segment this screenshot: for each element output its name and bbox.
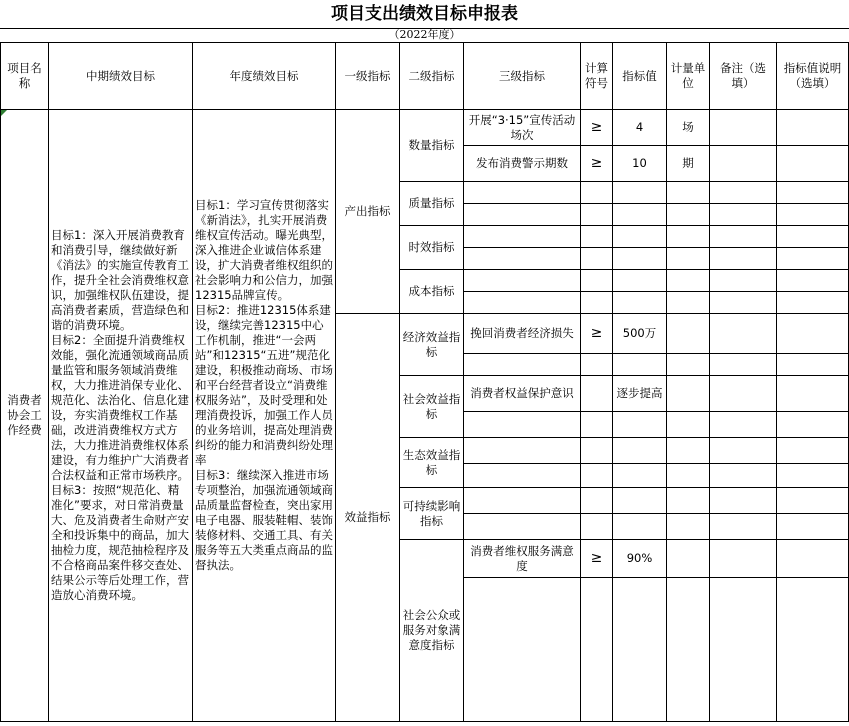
empty-cell — [710, 204, 777, 226]
empty-cell — [667, 226, 710, 248]
e1-note — [710, 314, 777, 354]
empty-cell — [777, 292, 849, 314]
project-name-cell: 消费者协会工作经费 — [1, 110, 49, 722]
q1-symbol: ≥ — [581, 110, 613, 146]
empty-cell — [777, 438, 849, 464]
mid-term-goal-text: 目标1：深入开展消费教育和消费引导，继续做好新《消法》的实施宣传教育工作，提升全社会消费维权意识，加强维权队伍建设，提高消费者素质，营造绿色和谐的消费环境。 目标2：全面提升消费维权效能，强化流通领域商品质量监管和服务领域消费维权，大力推进消保专业化、规范化、法治化、信息化建设，夯实消费维权工作基础，改进消费维权方式方法，大力推进消费维权体系建设，有力维护广大消费者合法权益和正常市场秩序。 目标3：按照“规范化、精准化”要求，对日常消费量大、危及消费者生命财产安全和投诉集中的商品，加大抽检力度，规范抽检程序及不合格商品案件移交查处、结果公示等后处理工作，营造放心消费环境。 — [51, 228, 189, 602]
empty-cell — [464, 412, 581, 438]
level1-output: 产出指标 — [336, 110, 400, 314]
q2-desc — [777, 146, 849, 182]
empty-cell — [464, 226, 581, 248]
e1-name: 挽回消费者经济损失 — [464, 314, 581, 354]
level2-satisfaction: 社会公众或服务对象满意度指标 — [400, 540, 464, 722]
m1-note — [710, 540, 777, 578]
empty-cell — [710, 438, 777, 464]
empty-cell — [581, 412, 613, 438]
empty-cell — [581, 438, 613, 464]
q1-unit: 场 — [667, 110, 710, 146]
empty-cell — [667, 464, 710, 488]
empty-cell — [581, 292, 613, 314]
level2-quality: 质量指标 — [400, 182, 464, 226]
header-level3: 三级指标 — [464, 43, 581, 110]
level1-benefit: 效益指标 — [336, 314, 400, 722]
e1-desc — [777, 314, 849, 354]
level2-social: 社会效益指标 — [400, 376, 464, 438]
empty-cell — [777, 204, 849, 226]
empty-cell — [581, 354, 613, 376]
empty-cell — [710, 292, 777, 314]
empty-cell — [710, 354, 777, 376]
s1-note — [710, 376, 777, 412]
q1-value: 4 — [613, 110, 667, 146]
empty-cell — [613, 464, 667, 488]
empty-cell — [581, 182, 613, 204]
s1-name: 消费者权益保护意识 — [464, 376, 581, 412]
empty-cell — [581, 464, 613, 488]
level2-cost: 成本指标 — [400, 270, 464, 314]
table-row — [1, 110, 849, 146]
empty-cell — [777, 182, 849, 204]
empty-cell — [581, 514, 613, 540]
header-value-desc: 指标值说明（选填） — [777, 43, 849, 110]
m1-unit — [667, 540, 710, 578]
q1-note — [710, 110, 777, 146]
level2-quantity: 数量指标 — [400, 110, 464, 182]
q1-desc — [777, 110, 849, 146]
empty-cell — [710, 464, 777, 488]
empty-cell — [613, 248, 667, 270]
empty-cell — [464, 464, 581, 488]
empty-cell — [710, 270, 777, 292]
empty-cell — [667, 292, 710, 314]
level2-timeliness: 时效指标 — [400, 226, 464, 270]
header-level1: 一级指标 — [336, 43, 400, 110]
empty-cell — [667, 438, 710, 464]
empty-cell — [464, 354, 581, 376]
empty-cell — [710, 578, 777, 722]
header-note: 备注（选填） — [710, 43, 777, 110]
m1-name: 消费者维权服务满意度 — [464, 540, 581, 578]
empty-cell — [710, 248, 777, 270]
empty-cell — [613, 226, 667, 248]
annual-goal-text: 目标1：学习宣传贯彻落实《新消法》，扎实开展消费维权宣传活动。曝光典型，深入推进企业诚信体系建设，扩大消费者维权组织的社会影响力和公信力，加强12315品牌宣传。 目标2：推进12315体系建设，继续完善12315中心工作机制，推进“一会两站”和12315“五进”规范化建设，积极推动商场、市场和平台经营者设立“消费维权服务站”，及时受理和处理消费投诉，加强工作人员的业务培训，提高处理消费纠纷的能力和消费纠纷处理率 目标3：继续深入推进市场专项整治，加强流通领域商品质量监督检查，突出家用电子电器、服装鞋帽、装饰装修材料、交通工具、有关服务等五大类重点商品的监督执法。 — [195, 198, 333, 572]
empty-cell — [777, 514, 849, 540]
empty-cell — [777, 226, 849, 248]
empty-cell — [613, 412, 667, 438]
empty-cell — [667, 354, 710, 376]
empty-cell — [613, 292, 667, 314]
q2-symbol: ≥ — [581, 146, 613, 182]
empty-cell — [464, 248, 581, 270]
empty-cell — [667, 488, 710, 514]
e1-value: 500万 — [613, 314, 667, 354]
empty-cell — [667, 204, 710, 226]
header-annual: 年度绩效目标 — [193, 43, 336, 110]
empty-cell — [667, 270, 710, 292]
empty-cell — [464, 488, 581, 514]
empty-cell — [581, 226, 613, 248]
empty-cell — [581, 488, 613, 514]
empty-cell — [464, 270, 581, 292]
empty-cell — [777, 488, 849, 514]
empty-cell — [464, 182, 581, 204]
empty-cell — [710, 514, 777, 540]
empty-cell — [710, 226, 777, 248]
empty-cell — [667, 182, 710, 204]
mid-term-goal-cell — [49, 110, 193, 722]
empty-cell — [777, 270, 849, 292]
empty-cell — [777, 412, 849, 438]
performance-table — [0, 42, 849, 722]
empty-cell — [710, 488, 777, 514]
empty-cell — [613, 514, 667, 540]
empty-cell — [581, 248, 613, 270]
empty-cell — [464, 514, 581, 540]
q2-name: 发布消费警示期数 — [464, 146, 581, 182]
q2-value: 10 — [613, 146, 667, 182]
form-subtitle: （2022年度） — [388, 28, 461, 41]
header-symbol: 计算符号 — [581, 43, 613, 110]
empty-cell — [667, 412, 710, 438]
empty-cell — [613, 204, 667, 226]
empty-cell — [613, 438, 667, 464]
m1-value: 90% — [613, 540, 667, 578]
level2-economic: 经济效益指标 — [400, 314, 464, 376]
empty-cell — [613, 182, 667, 204]
empty-cell — [777, 578, 849, 722]
empty-cell — [464, 578, 581, 722]
empty-cell — [667, 514, 710, 540]
empty-cell — [464, 438, 581, 464]
empty-cell — [581, 270, 613, 292]
form-title: 项目支出绩效目标申报表 — [0, 0, 849, 29]
s1-symbol — [581, 376, 613, 412]
header-value: 指标值 — [613, 43, 667, 110]
empty-cell — [777, 248, 849, 270]
annual-goal-cell — [193, 110, 336, 722]
s1-value: 逐步提高 — [613, 376, 667, 412]
q1-name: 开展“3·15”宣传活动场次 — [464, 110, 581, 146]
s1-desc — [777, 376, 849, 412]
empty-cell — [464, 204, 581, 226]
e1-unit — [667, 314, 710, 354]
level2-ecological: 生态效益指标 — [400, 438, 464, 488]
q2-unit: 期 — [667, 146, 710, 182]
empty-cell — [613, 270, 667, 292]
empty-cell — [777, 464, 849, 488]
m1-symbol: ≥ — [581, 540, 613, 578]
q2-note — [710, 146, 777, 182]
level2-sustainable: 可持续影响指标 — [400, 488, 464, 540]
empty-cell — [581, 204, 613, 226]
header-project-name: 项目名称 — [1, 43, 49, 110]
m1-desc — [777, 540, 849, 578]
empty-cell — [667, 578, 710, 722]
empty-cell — [613, 354, 667, 376]
header-level2: 二级指标 — [400, 43, 464, 110]
empty-cell — [710, 182, 777, 204]
empty-cell — [581, 578, 613, 722]
empty-cell — [667, 248, 710, 270]
empty-cell — [777, 354, 849, 376]
s1-unit — [667, 376, 710, 412]
empty-cell — [613, 578, 667, 722]
empty-cell — [464, 292, 581, 314]
header-mid-term: 中期绩效目标 — [49, 43, 193, 110]
empty-cell — [613, 488, 667, 514]
e1-symbol: ≥ — [581, 314, 613, 354]
empty-cell — [710, 412, 777, 438]
header-unit: 计量单位 — [667, 43, 710, 110]
header-row — [1, 43, 849, 110]
